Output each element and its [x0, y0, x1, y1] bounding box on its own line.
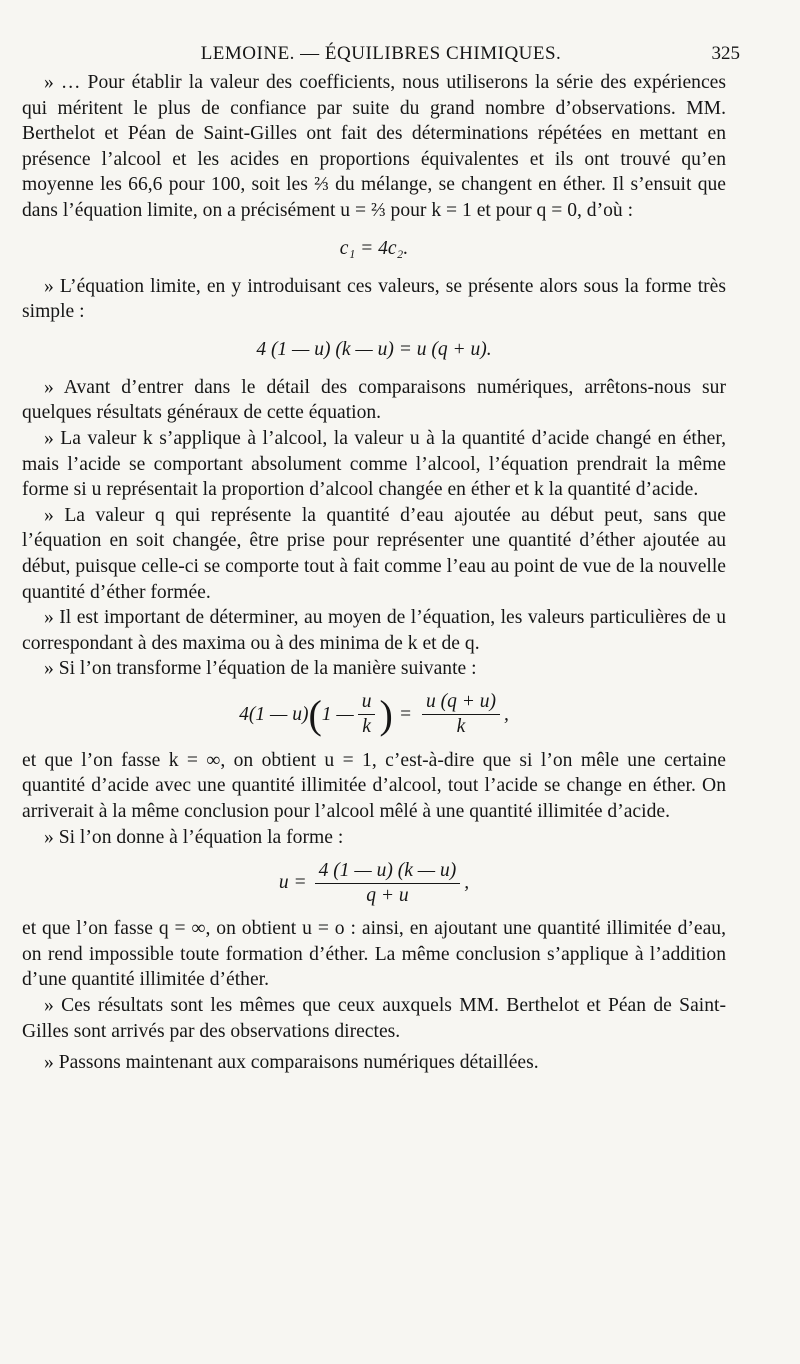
paragraph-8: et que l’on fasse k = ∞, on obtient u = 1, c’est-à-dire que si l’on mêle une certaine quantité d’acide avec une quantité illimitée d’alcool, tout l’acide se change en éther. On arriverait à la même conclusion pour l’alcool mêlé à une quantité illimitée d’acide.	[22, 749, 726, 823]
equation-2: 4 (1 — u) (k — u) = u (q + u).	[256, 338, 492, 360]
running-head: LEMOINE. — ÉQUILIBRES CHIMIQUES.	[200, 43, 562, 64]
eq3-frac2-numerator: u (q + u)	[422, 690, 500, 715]
eq3-frac2-denominator: k	[456, 716, 466, 738]
paragraph-2: » L’équation limite, en y introduisant ces valeurs, se présente alors sous la forme très simple :	[22, 275, 726, 323]
eq3-paren-close: )	[379, 691, 393, 737]
eq3-left-b: 1 —	[321, 704, 354, 726]
equation-4	[22, 850, 726, 916]
eq4-denominator: q + u	[366, 884, 409, 906]
paragraph-7: » Si l’on transforme l’équation de la manière suivante :	[44, 658, 477, 680]
eq3-frac1-denominator: k	[362, 716, 371, 738]
eq3-equals: =	[398, 704, 412, 726]
eq3-paren-open: (	[308, 691, 322, 737]
paragraph-9: » Si l’on donne à l’équation la forme :	[44, 826, 344, 848]
eq3-frac1-numerator: u	[358, 690, 376, 715]
eq3-fraction-1	[358, 690, 376, 739]
paragraph-11: » Ces résultats sont les mêmes que ceux auxquels MM. Berthelot et Péan de Saint-Gilles sont arrivés par des observations directes.	[22, 995, 726, 1042]
paragraph-3: » Avant d’entrer dans le détail des comparaisons numériques, arrêtons-nous sur quelques résultats généraux de cette équation.	[22, 376, 726, 424]
eq3-fraction-2	[422, 690, 500, 739]
paragraph-6: » Il est important de déterminer, au moyen de l’équation, les valeurs particulières de u correspondant à des maxima ou à des minima de k et de q.	[22, 607, 726, 654]
page-number: 325	[711, 43, 740, 64]
equation-1: c₁ = 4c₂.	[339, 237, 409, 259]
page-header	[22, 40, 740, 70]
page-body	[22, 70, 726, 1076]
eq4-left: u =	[278, 872, 307, 894]
paragraph-4: » La valeur k s’applique à l’alcool, la valeur u à la quantité d’acide changé en éther, mais l’acide se comportant absolument comme l’alcool, l’équation prendrait la même forme si u représentait la proportion d’alcool changée en éther et k la quantité d’acide.	[22, 427, 726, 501]
eq4-comma: ,	[464, 872, 470, 894]
eq4-numerator: 4 (1 — u) (k — u)	[315, 859, 461, 884]
eq3-comma: ,	[504, 704, 509, 726]
paragraph-10: et que l’on fasse q = ∞, on obtient u = o : ainsi, en ajoutant une quantité illimitée d’eau, on rend impossible toute formation d’éther. La même conclusion s’applique à l’addition d’une quantité illimitée d’éther.	[22, 918, 726, 991]
equation-3	[22, 682, 726, 748]
paragraph-5: » La valeur q qui représente la quantité d’eau ajoutée au début peut, sans que l’équation en soit changée, être prise pour représenter une quantité d’éther ajoutée au début, puisque celle-ci se comporte tout à fait comme l’eau au point de vue de la nouvelle quantité d’éther formée.	[22, 504, 726, 603]
paragraph-12: » Passons maintenant aux comparaisons numériques détaillées.	[44, 1052, 539, 1074]
eq3-left-a: 4(1 — u)	[239, 704, 309, 726]
eq4-fraction	[315, 859, 461, 908]
paragraph-1: » … Pour établir la valeur des coefficients, nous utiliserons la série des expériences qui méritent le plus de confiance par suite du grand nombre d’observations. MM. Berthelot et Péan de Saint-Gilles ont fait des déterminations répétées en mettant en présence l’alcool et les acides en proportions équivalentes et ils ont trouvé qu’en moyenne les 66,6 pour 100, soit les ⅔ du mélange, se changent en éther. Il s’ensuit que dans l’équation limite, on a précisément u = ⅔ pour k = 1 et pour q = 0, d’où :	[22, 72, 726, 221]
